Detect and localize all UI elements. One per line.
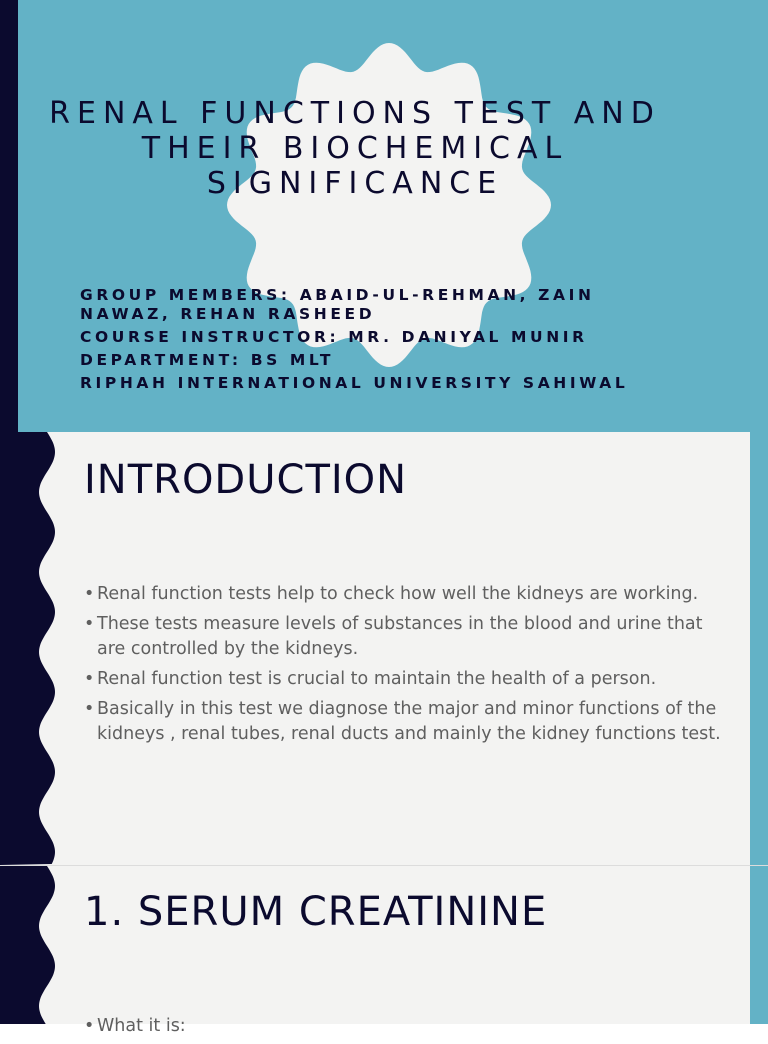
introduction-heading: INTRODUCTION	[84, 457, 408, 503]
serum-creatinine-heading: 1. SERUM CREATININE	[84, 889, 548, 935]
introduction-bullet-list	[84, 582, 724, 752]
course-instructor: COURSE INSTRUCTOR: MR. DANIYAL MUNIR	[80, 328, 588, 346]
list-item	[84, 612, 724, 662]
presentation-details	[80, 286, 660, 397]
bullet-marker: •	[84, 584, 95, 604]
serum-creatinine-slide	[0, 866, 768, 1036]
list-item	[84, 697, 724, 747]
list-item	[84, 667, 724, 692]
department: DEPARTMENT: BS MLT	[80, 351, 334, 369]
bullet-marker: •	[84, 699, 95, 719]
list-item-text: Renal function tests help to check how well the kidneys are working.	[97, 584, 699, 604]
slide-title-line-3: SIGNIFICANCE	[206, 166, 504, 201]
bullet-marker: •	[84, 614, 95, 634]
slide-title	[20, 96, 690, 201]
title-slide	[0, 0, 768, 432]
list-item	[84, 582, 724, 607]
left-accent-bar	[0, 0, 18, 432]
bullet-marker: •	[84, 669, 95, 689]
university: RIPHAH INTERNATIONAL UNIVERSITY SAHIWAL	[80, 374, 629, 392]
serum-creatinine-bullet-list	[84, 1014, 724, 1044]
list-item-text: What it is:	[97, 1016, 186, 1036]
group-members: GROUP MEMBERS: ABAID-UL-REHMAN, ZAIN NAWAZ, REHAN RASHEED	[80, 286, 595, 323]
wavy-left-border	[0, 432, 58, 865]
bullet-marker: •	[84, 1016, 95, 1036]
list-item-text: Renal function test is crucial to maintain the health of a person.	[97, 669, 657, 689]
list-item	[84, 1014, 724, 1039]
slide-title-line-2: THEIR BIOCHEMICAL	[141, 131, 569, 166]
list-item-text: These tests measure levels of substances in the blood and urine that are controlled by the kidneys.	[97, 614, 703, 659]
slide-title-line-1: RENAL FUNCTIONS TEST AND	[49, 96, 661, 131]
list-item-text: Basically in this test we diagnose the major and minor functions of the kidneys , renal tubes, renal ducts and mainly the kidney functions test.	[97, 699, 721, 744]
wavy-left-border	[0, 866, 58, 1024]
